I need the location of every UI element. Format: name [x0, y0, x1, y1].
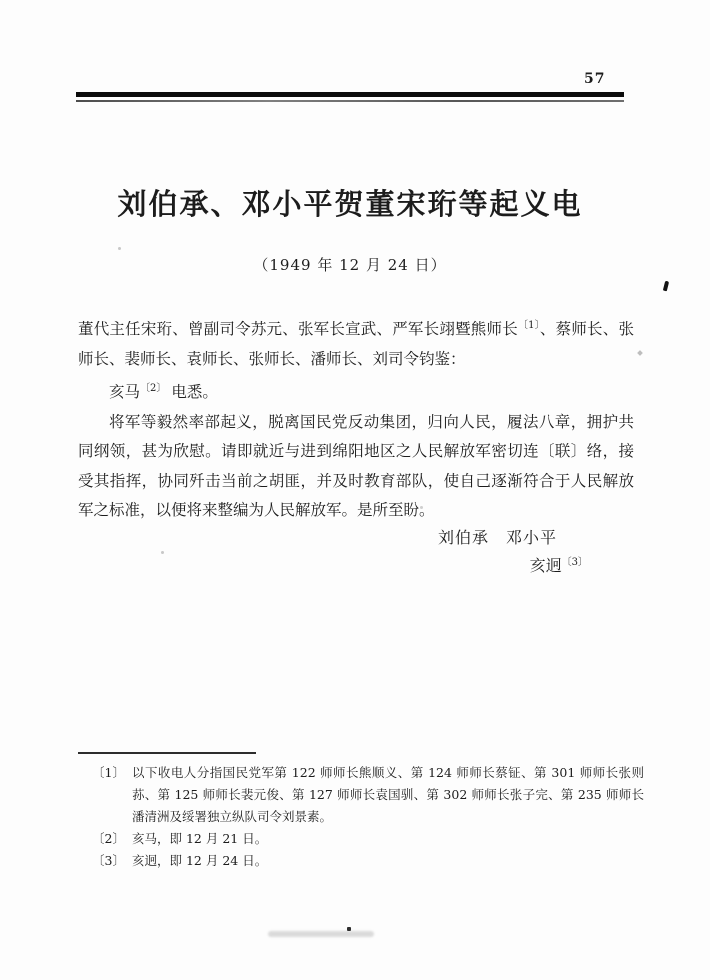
footnote-item-1 — [92, 762, 644, 828]
scan-artifact-mark — [663, 281, 669, 292]
main-paragraph: 将军等毅然率部起义，脱离国民党反动集团，归向人民，履法八章，拥护共同纲领，甚为欣慰。请即就近与进到绵阳地区之人民解放军密切连〔联〕络，接受其指挥，协同歼击当前之胡匪，并及时教育部队，使自己逐渐符合于人民解放军之标准，以便将来整编为人民解放军。是所至盼。 — [78, 412, 634, 519]
footnote-marker: 〔3〕 — [92, 853, 125, 868]
footnote-marker: 〔2〕 — [92, 831, 125, 846]
footnote-separator — [78, 752, 256, 754]
footnote-item-3 — [92, 850, 644, 872]
scan-artifact-speck — [118, 247, 121, 250]
footnotes-section — [92, 762, 644, 872]
salutation-text-continued: 、蔡师长、张师长、裴师长、袁师长、张师长、潘师长、刘司令钧鉴： — [78, 320, 634, 368]
footnote-ref-2: 〔2〕 — [140, 383, 167, 394]
header-rule-thin-line — [76, 100, 624, 102]
footnote-marker: 〔1〕 — [92, 765, 125, 780]
footnote-text: 以下收电人分指国民党军第 122 师师长熊顺义、第 124 师师长蔡钲、第 301 师师长张则荪、第 125 师师长裴元俊、第 127 师师长袁国驯、第 302 师师长张子完、第 235 师师长潘清洲及绥署独立纵队司令刘景素。 — [132, 765, 644, 824]
scan-artifact-dot — [347, 927, 351, 931]
signature-names: 刘伯承 邓小平 — [437, 528, 557, 547]
ack-date-code: 亥马 — [109, 383, 141, 401]
footnote-item-2 — [92, 828, 644, 850]
page-number: 57 — [584, 71, 606, 87]
scan-artifact-smudge — [268, 931, 374, 937]
document-title: 刘伯承、邓小平贺董宋珩等起义电 — [117, 187, 583, 221]
document-body — [78, 311, 634, 526]
salutation-text: 董代主任宋珩、曾副司令苏元、张军长宣武、严军长翊暨熊师长 — [78, 320, 518, 338]
footnote-ref-3: 〔3〕 — [561, 557, 588, 568]
header-rule — [76, 92, 624, 102]
signature-date-line — [0, 553, 588, 576]
document-date: （1949 年 12 月 24 日） — [253, 256, 447, 274]
header-rule-thick-line — [76, 92, 624, 97]
ack-paragraph — [78, 374, 634, 408]
footnote-text: 亥马，即 12 月 21 日。 — [132, 831, 268, 846]
signature-date-code: 亥迥 — [529, 556, 562, 575]
ack-text: 电悉。 — [171, 383, 218, 401]
footnote-text: 亥迥，即 12 月 24 日。 — [132, 853, 268, 868]
scan-artifact-mark — [637, 350, 643, 356]
salutation-paragraph — [78, 311, 634, 374]
footnote-ref-1: 〔1〕 — [517, 320, 540, 331]
